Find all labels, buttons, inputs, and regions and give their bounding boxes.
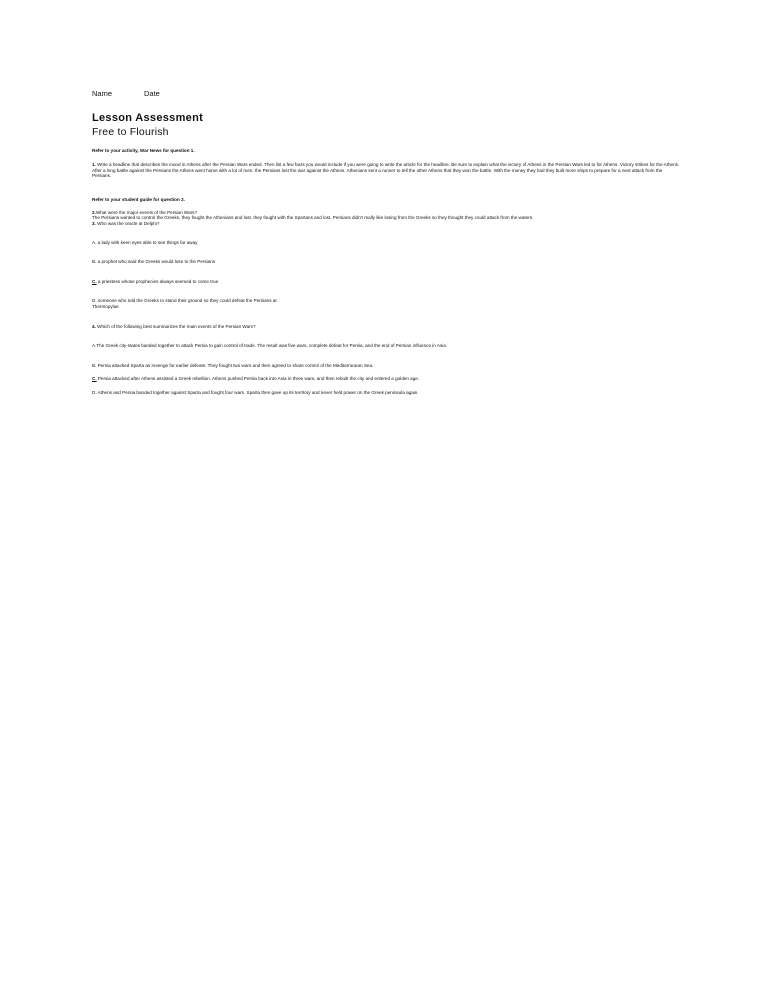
question-3 bbox=[92, 221, 682, 227]
question-3-text: Who was the oracle at Delphi? bbox=[95, 220, 160, 226]
date-label: Date bbox=[144, 89, 160, 98]
q4-option-c bbox=[92, 376, 682, 382]
question-4-text: Which of the following best summarizes the main events of the Persian Wars? bbox=[95, 323, 256, 329]
q3-option-c-letter: C. bbox=[92, 278, 97, 284]
question-2-block bbox=[92, 210, 682, 227]
q3-option-a: A. a lady with keen eyes able to see things far away bbox=[92, 239, 198, 245]
q3-option-b: B. a prophet who said the Greeks would lose to the Persians bbox=[92, 259, 216, 265]
question-1-number: 1. bbox=[92, 162, 96, 167]
q3-option-c bbox=[92, 279, 682, 285]
q4-option-d: D. Athens and Persia banded together against Sparta and fought four wars. Sparta then gave up its territory and never held power on the Greek peninsula again. bbox=[92, 389, 419, 395]
q4-option-c-text: Persia attacked after Athens assisted a Greek rebellion. Athens pushed Persia back into Asia in three wars, and then rebuilt the city and entered a golden age. bbox=[96, 376, 420, 382]
question-1 bbox=[92, 162, 682, 179]
header-row bbox=[92, 89, 682, 98]
q4-option-a: A.The Greek city-states banded together to attack Persia to gain control of trade. The result was five wars, complete defeat for Persia, and the end of Persian influence in Asia. bbox=[92, 343, 448, 349]
question-3-number: 3. bbox=[92, 220, 96, 226]
page-subtitle: Free to Flourish bbox=[92, 126, 169, 138]
question-2-text: What were the major events of the Persian Wars? bbox=[95, 209, 198, 215]
question-1-text: Write a headline that describes the mood in Athens after the Persian Wars ended. Then list a few facts you would include if you were going to write the article for the headline. Be sure to explain what the victory of Athens in the Persian Wars led to for Athens. Victory strikes for the Athens. After a long battle against the Persians the Athens went home with a lot of men, the Persians lost the war against the Athens. Athenians sent a runner to tell the other Athens that they won the battle. With the money they had they built more ships to prepare for a next attack from the Persians. bbox=[92, 162, 680, 179]
question-2-number: 2. bbox=[92, 209, 96, 215]
q3-option-d bbox=[92, 298, 682, 309]
q4-option-c-letter: C. bbox=[92, 376, 97, 382]
question-2-answer: The Persians wanted to control the Greeks, they fought the Athenians and lost, they fought with the Spartans and lost. Persians didn't really like losing from the Greeks so they thought they could attack from the waters. bbox=[92, 215, 534, 221]
refer-instruction-1: Refer to your activity, War News for question 1. bbox=[92, 148, 195, 153]
question-4-number: 4. bbox=[92, 323, 96, 329]
name-label: Name bbox=[92, 89, 113, 98]
q4-option-b: B. Persia attacked Sparta as revenge for earlier defeats. They fought two wars and then agreed to share control of the Mediterranean Sea. bbox=[92, 362, 374, 368]
q3-option-c-text: a priestess whose prophecies always seemed to come true bbox=[96, 278, 219, 284]
q3-option-d-line2: Thermopylae bbox=[92, 303, 119, 309]
q3-option-d-line1: D. someone who told the Greeks to stand their ground so they could defeat the Persians at bbox=[92, 298, 277, 304]
worksheet-page bbox=[92, 89, 682, 406]
question-4 bbox=[92, 324, 682, 330]
page-title: Lesson Assessment bbox=[92, 112, 204, 124]
refer-instruction-2: Refer to your student guide for question 2. bbox=[92, 196, 185, 202]
